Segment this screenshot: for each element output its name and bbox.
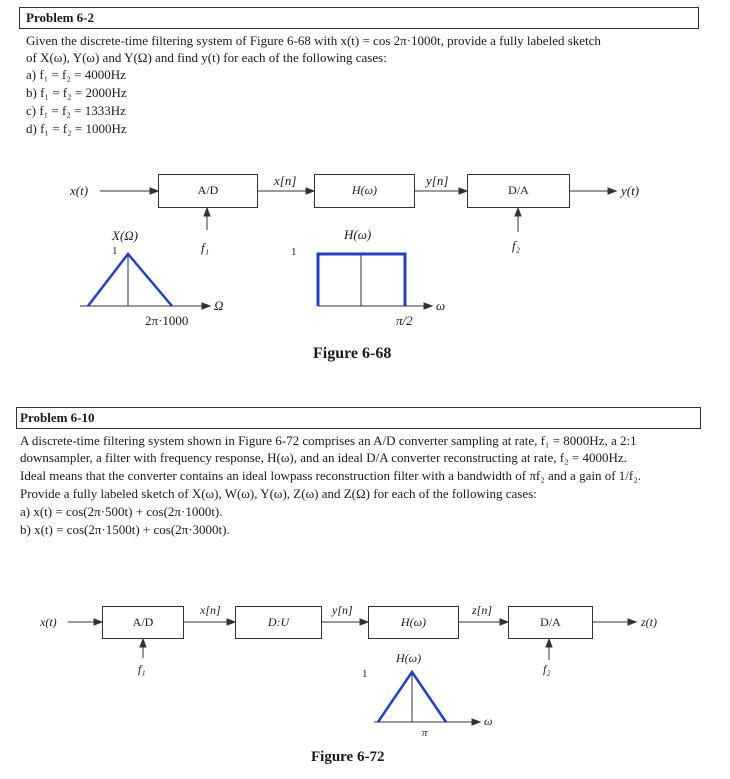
output-label: y(t) — [621, 183, 640, 198]
problem-6-10-case-a: a) x(t) = cos(2π·500t) + cos(2π·1000t). — [20, 504, 223, 519]
problem-6-2-title: Problem 6-2 — [26, 10, 94, 25]
problem-6-2-case-a: a) f₁ = f₂ = 4000Hz — [26, 67, 126, 82]
spectrum-axis-label: Ω — [214, 298, 224, 313]
f1-label: f₁ — [201, 240, 210, 255]
input-label: x(t) — [70, 183, 89, 198]
problem-6-2-case-c: c) f₁ = f₂ = 1333Hz — [26, 103, 126, 118]
filter-title: H(ω) — [344, 227, 372, 242]
downsampler-label: D:U — [267, 615, 290, 629]
fig72-da-label: D/A — [540, 615, 561, 629]
problem-6-10-line-2: downsampler, a filter with frequency response, H(ω), and an ideal D/A converter reconstructing at rate, f₂ = 4000Hz. — [20, 450, 627, 465]
figure-6-68-caption: Figure 6-68 — [313, 345, 392, 362]
fig72-filter-peak: 1 — [362, 668, 368, 680]
fig72-filter-axis: ω — [484, 714, 493, 728]
problem-6-2-case-b: b) f₁ = f₂ = 2000Hz — [26, 85, 127, 100]
fig72-yn-label: y[n] — [332, 603, 353, 617]
filter-tick-label: π/2 — [396, 313, 413, 328]
problem-6-10-title: Problem 6-10 — [20, 410, 95, 425]
spectrum-title: X(Ω) — [112, 228, 138, 243]
spectrum-tick-label: 2π·1000 — [145, 313, 189, 328]
problem-6-10-line-1: A discrete-time filtering system shown in Figure 6-72 comprises an A/D converter sampling at rate, f₁ = 8000Hz, a 2:1 — [20, 433, 637, 448]
figure-6-72-caption: Figure 6-72 — [311, 749, 385, 765]
fig72-filter-tick: π — [422, 727, 428, 739]
signal-xn-label: x[n] — [274, 173, 297, 188]
problem-6-2-intro-line-2: of X(ω), Y(ω) and Y(Ω) and find y(t) for each of the following cases: — [26, 50, 387, 65]
problem-6-10-case-b: b) x(t) = cos(2π·1500t) + cos(2π·3000t). — [20, 522, 230, 537]
problem-6-10-line-3: Ideal means that the converter contains an ideal lowpass reconstruction filter with a bandwidth of πf₂ and a gain of 1/f₂. — [20, 468, 642, 483]
fig72-f1-label: f₁ — [138, 662, 146, 676]
filter-axis-label: ω — [436, 298, 446, 313]
fig72-xn-label: x[n] — [200, 603, 221, 617]
fig72-f2-label: f₂ — [543, 662, 551, 676]
fig72-ad-label: A/D — [132, 615, 154, 629]
fig72-filter-label: H(ω) — [400, 615, 427, 629]
problem-6-2-intro-line-1: Given the discrete-time filtering system of Figure 6-68 with x(t) = cos 2π·1000t, provide a fully labeled sketch — [26, 33, 601, 48]
signal-yn-label: y[n] — [426, 173, 449, 188]
spectrum-peak-label: 1 — [112, 245, 118, 257]
problem-6-10-line-4: Provide a fully labeled sketch of X(ω), W(ω), Y(ω), Z(ω) and Z(Ω) for each of the following cases: — [20, 486, 537, 501]
problem-6-2-case-d: d) f₁ = f₂ = 1000Hz — [26, 121, 127, 136]
fig72-input-label: x(t) — [40, 615, 57, 629]
filter-peak-label: 1 — [291, 246, 297, 258]
da-block-label: D/A — [508, 183, 529, 197]
filter-block-label: H(ω) — [351, 183, 378, 197]
fig72-filter-title: H(ω) — [396, 651, 422, 665]
f2-label: f₂ — [512, 238, 521, 253]
fig72-output-label: z(t) — [641, 615, 657, 629]
ad-block-label: A/D — [197, 183, 219, 197]
fig72-zn-label: z[n] — [472, 603, 493, 617]
